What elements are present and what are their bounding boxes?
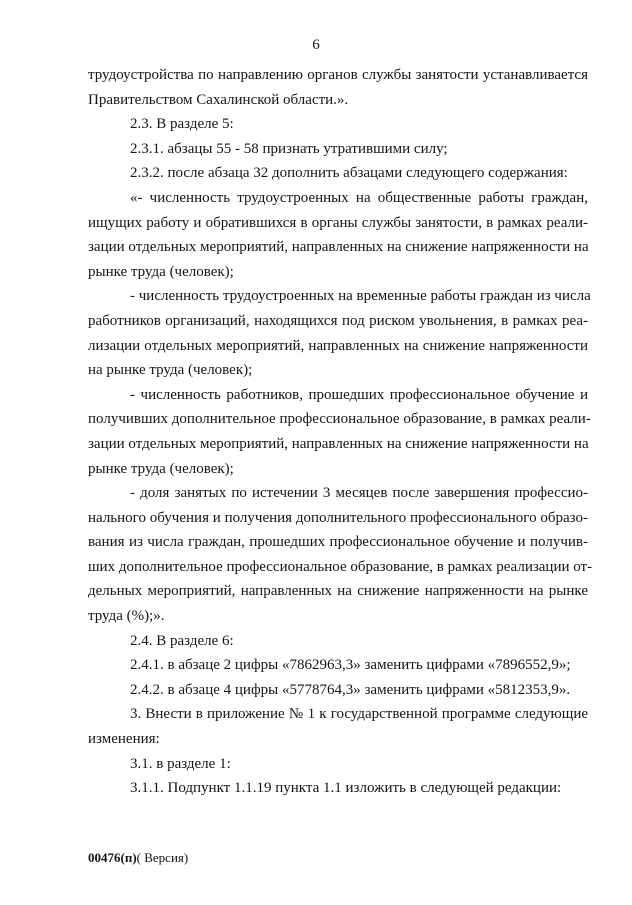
text-line: изменения: [88,731,160,748]
text-line: рынке труда (человек); [88,460,234,477]
text-line: рынке труда (человек); [88,263,234,280]
text-line: работников организаций, находящихся под риском увольнения, в рамках реа- [88,312,588,329]
text-line: лизации отдельных мероприятий, направленных на снижение напряженности [88,337,588,354]
text-line: 2.3.1. абзацы 55 - 58 признать утратившими силу; [130,140,448,157]
text-line: получивших дополнительное профессиональное образование, в рамках реали- [88,411,591,428]
text-line: 2.4.2. в абзаце 4 цифры «5778764,3» заменить цифрами «5812353,9». [130,681,571,698]
text-line: 2.4. В разделе 6: [130,632,234,649]
text-line: вания из числа граждан, прошедших профессиональное обучение и получив- [88,534,588,551]
text-line: на рынке труда (человек); [88,362,253,379]
text-line: ших дополнительное профессиональное образование, в рамках реализации от- [88,558,593,575]
text-line: 3. Внести в приложение № 1 к государственной программе следующие [130,706,588,723]
text-line: Правительством Сахалинской области.». [88,91,349,108]
text-line: нального обучения и получения дополнительного профессионального образо- [88,509,588,526]
text-line: 2.3.2. после абзаца 32 дополнить абзацами следующего содержания: [130,165,568,182]
text-line: дельных мероприятий, направленных на снижение напряженности на рынке [88,583,588,600]
document-version-label: ( Версия) [136,850,189,865]
page-number: 6 [312,37,320,53]
text-line: труда (%);». [88,608,165,625]
text-line: 3.1. в разделе 1: [130,755,231,772]
text-line: - численность трудоустроенных на временные работы граждан из числа [130,288,591,305]
text-line: 3.1.1. Подпункт 1.1.19 пункта 1.1 изложить в следующей редакции: [130,780,562,797]
text-line: - численность работников, прошедших профессиональное обучение и [130,386,588,403]
text-line: ищущих работу и обратившихся в органы службы занятости, в рамках реали- [88,214,588,231]
document-code: 00476(п) [88,850,137,865]
document-body [88,63,593,801]
text-line: «- численность трудоустроенных на общественные работы граждан, [130,189,588,206]
text-line: трудоустройства по направлению органов службы занятости устанавливается [88,67,588,83]
text-line: - доля занятых по истечении 3 месяцев после завершения профессио- [130,485,588,502]
text-line: 2.3. В разделе 5: [130,116,234,133]
text-line: зации отдельных мероприятий, направленных на снижение напряженности на [88,435,589,452]
text-line: 2.4.1. в абзаце 2 цифры «7862963,3» заменить цифрами «7896552,9»; [130,657,571,674]
text-line: зации отдельных мероприятий, направленных на снижение напряженности на [88,239,589,256]
document-footer [88,850,188,866]
